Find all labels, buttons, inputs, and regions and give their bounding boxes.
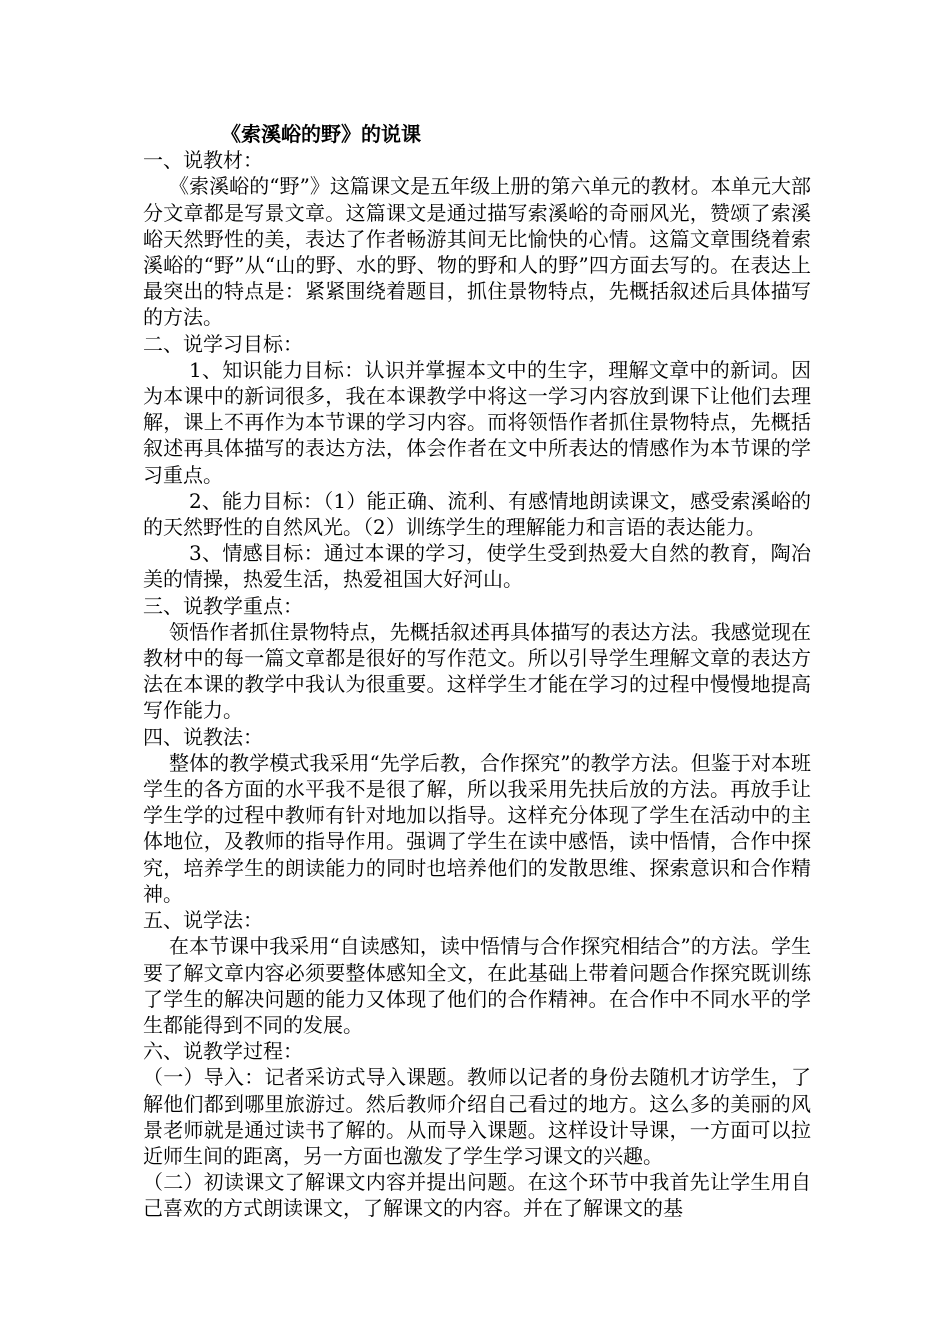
section-heading-learning-method: 五、说学法： [143, 908, 263, 933]
section-heading-process: 六、说教学过程： [143, 1039, 303, 1064]
paragraph-key-points: 领悟作者抓住景物特点，先概括叙述再具体描写的表达方法。我感觉现在教材中的每一篇文章都是很好的写作范文。所以引导学生理解文章的表达方法在本课的教学中我认为很重要。这样学生才能在学习的过程中慢慢地提高写作能力。 [143, 619, 811, 723]
paragraph-textbook: 《索溪峪的“野”》这篇课文是五年级上册的第六单元的教材。本单元大部分文章都是写景文章。这篇课文是通过描写索溪峪的奇丽风光，赞颂了索溪峪天然野性的美，表达了作者畅游其间无比愉快的心情。这篇文章围绕着索溪峪的“野”从“山的野、水的野、物的野和人的野”四方面去写的。在表达上最突出的特点是：紧紧围绕着题目，抓住景物特点，先概括叙述后具体描写的方法。 [143, 174, 811, 330]
document-title: 《索溪峪的野》的说课 [221, 122, 421, 146]
paragraph-goal-ability: 2、能力目标：（1）能正确、流利、有感情地朗读课文，感受索溪峪的的天然野性的自然风光。（2）训练学生的理解能力和言语的表达能力。 [143, 488, 811, 540]
paragraph-process-intro: （一）导入：记者采访式导入课题。教师以记者的身份去随机才访学生，了解他们都到哪里旅游过。然后教师介绍自己看过的地方。这么多的美丽的风景老师就是通过读书了解的。从而导入课题。这样设计导课，一方面可以拉近师生间的距离，另一方面也激发了学生学习课文的兴趣。 [143, 1065, 811, 1168]
document-page [143, 121, 811, 1222]
paragraph-learning-method: 在本节课中我采用“自读感知，读中悟情与合作探究相结合”的方法。学生要了解文章内容必须要整体感知全文，在此基础上带着问题合作探究既训练了学生的解决问题的能力又体现了他们的合作精神。在合作中不同水平的学生都能得到不同的发展。 [143, 934, 811, 1037]
section-heading-textbook: 一、说教材： [143, 148, 263, 173]
section-heading-teaching-method: 四、说教法： [143, 724, 263, 749]
paragraph-goal-emotion: 3、情感目标：通过本课的学习，使学生受到热爱大自然的教育，陶冶美的情操，热爱生活，热爱祖国大好河山。 [143, 541, 811, 592]
section-heading-key-points: 三、说教学重点： [143, 593, 303, 618]
paragraph-goal-knowledge: 1、知识能力目标：认识并掌握本文中的生字，理解文章中的新词。因为本课中的新词很多，我在本课教学中将这一学习内容放到课下让他们去理解，课上不再作为本节课的学习内容。而将领悟作者抓住景物特点，先概括叙述再具体描写的表达方法，体会作者在文中所表达的情感作为本节课的学习重点。 [143, 357, 811, 487]
paragraph-process-first-reading: （二）初读课文了解课文内容并提出问题。在这个环节中我首先让学生用自己喜欢的方式朗读课文，了解课文的内容。并在了解课文的基 [143, 1170, 811, 1221]
section-heading-goals: 二、说学习目标： [143, 331, 303, 356]
paragraph-teaching-method: 整体的教学模式我采用“先学后教，合作探究”的教学方法。但鉴于对本班学生的各方面的水平我不是很了解，所以我采用先扶后放的方法。再放手让学生学的过程中教师有针对地加以指导。这样充分体现了学生在活动中的主体地位，及教师的指导作用。强调了学生在读中感悟，读中悟情，合作中探究，培养学生的朗读能力的同时也培养他们的发散思维、探索意识和合作精神。 [143, 750, 811, 906]
